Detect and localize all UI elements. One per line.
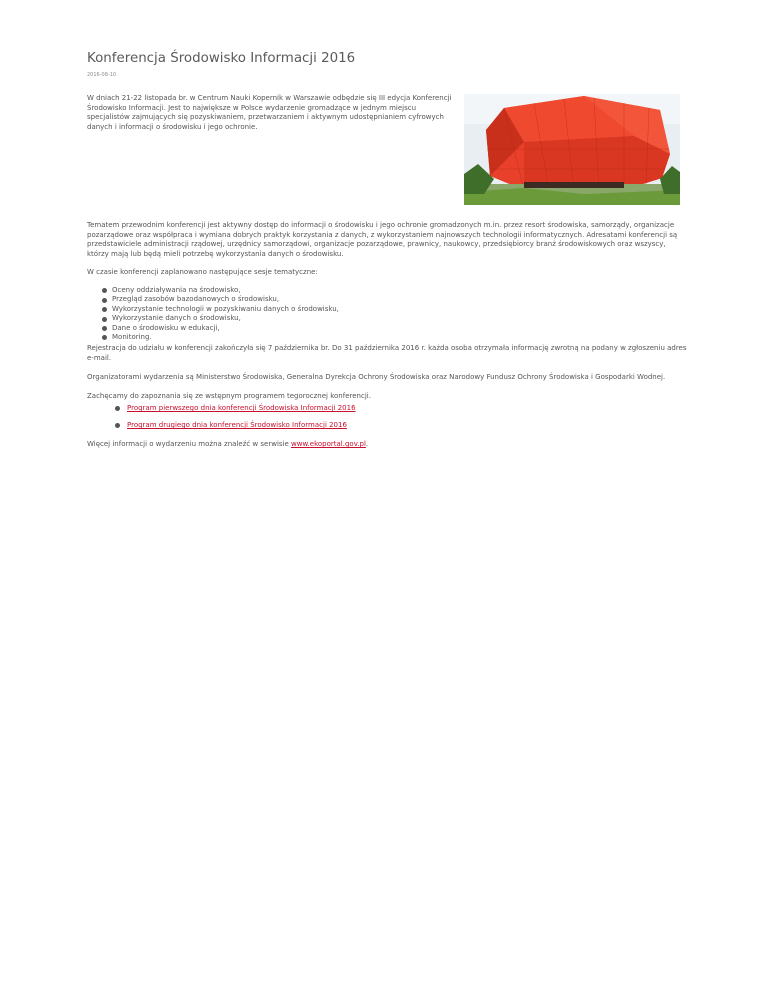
topic-paragraph: Tematem przewodnim konferencji jest aktywny dostęp do informacji o środowisku i jego ochronie gromadzonych m.in. przez resort środowiska, samorządy, organizacje pozarządowe oraz współpraca i wymiana dobrych praktyk korzystania z danych, z wykorzystaniem najnowszych technologii informatycznych. Adresatami konferencji są przedstawiciele administracji rządowej, urzędnicy samorządowi, organizacje pozarządowe, prawnicy, naukowcy, przedsiębiorcy branż środowiskowych oraz wszyscy, którzy mają lub będą mieli potrzebę wykorzystania danych o środowisku. bbox=[87, 221, 678, 258]
intro-paragraph: W dniach 21-22 listopada br. w Centrum Nauki Kopernik w Warszawie odbędzie się III edycja Konferencji Środowisko Informacji. Jest to największe w Polsce wydarzenie gromadzące w jednym miejscu specjalistów zajmujących się pozyskiwaniem, przetwarzaniem i aktywnym udostępnianiem cyfrowych danych i informacji o środowisku i jego ochronie. bbox=[87, 94, 452, 131]
list-item bbox=[127, 421, 356, 431]
program-links-list bbox=[127, 404, 356, 438]
organizers-paragraph: Organizatorami wydarzenia są Ministerstwo Środowiska, Generalna Dyrekcja Ochrony Środowiska oraz Narodowy Fundusz Ochrony Środowiska i Gospodarki Wodnej. bbox=[87, 373, 666, 381]
more-info-suffix: . bbox=[365, 440, 369, 448]
list-item bbox=[127, 404, 356, 414]
sessions-list bbox=[112, 286, 339, 342]
list-item: Wykorzystanie technologii w pozyskiwaniu danych o środowisku, bbox=[112, 304, 339, 313]
list-item: Przegląd zasobów bazodanowych o środowisku, bbox=[112, 295, 339, 304]
list-item: Oceny oddziaływania na środowisko, bbox=[112, 286, 339, 295]
program-day1-link[interactable]: Program pierwszego dnia konferencji Środowiska Informacji 2016 bbox=[127, 404, 356, 412]
copernicus-center-photo bbox=[464, 94, 680, 205]
building-image bbox=[464, 94, 680, 205]
sessions-intro: W czasie konferencji zaplanowano następujące sesje tematyczne: bbox=[87, 268, 318, 276]
registration-paragraph: Rejestracja do udziału w konferencji zakończyła się 7 października br. Do 31 października 2016 r. każda osoba otrzymała informację zwrotną na podany w zgłoszeniu adres e-mail. bbox=[87, 344, 687, 362]
list-item: Dane o środowisku w edukacji, bbox=[112, 324, 339, 333]
program-day2-link[interactable]: Program drugiego dnia konferencji Środowisko Informacji 2016 bbox=[127, 421, 347, 430]
more-info-paragraph bbox=[87, 440, 687, 450]
more-info-text: Więcej informacji o wydarzeniu można znaleźć w serwisie bbox=[87, 440, 292, 448]
program-intro: Zachęcamy do zapoznania się ze wstępnym programem tegorocznej konferencji. bbox=[87, 392, 371, 400]
publish-date: 2016-08-10 bbox=[87, 72, 117, 78]
ekoportal-link[interactable]: www.ekoportal.gov.pl bbox=[291, 440, 366, 448]
list-item: Wykorzystanie danych o środowisku, bbox=[112, 314, 339, 323]
page-title: Konferencja Środowisko Informacji 2016 bbox=[87, 51, 356, 66]
list-item: Monitoring. bbox=[112, 333, 339, 342]
